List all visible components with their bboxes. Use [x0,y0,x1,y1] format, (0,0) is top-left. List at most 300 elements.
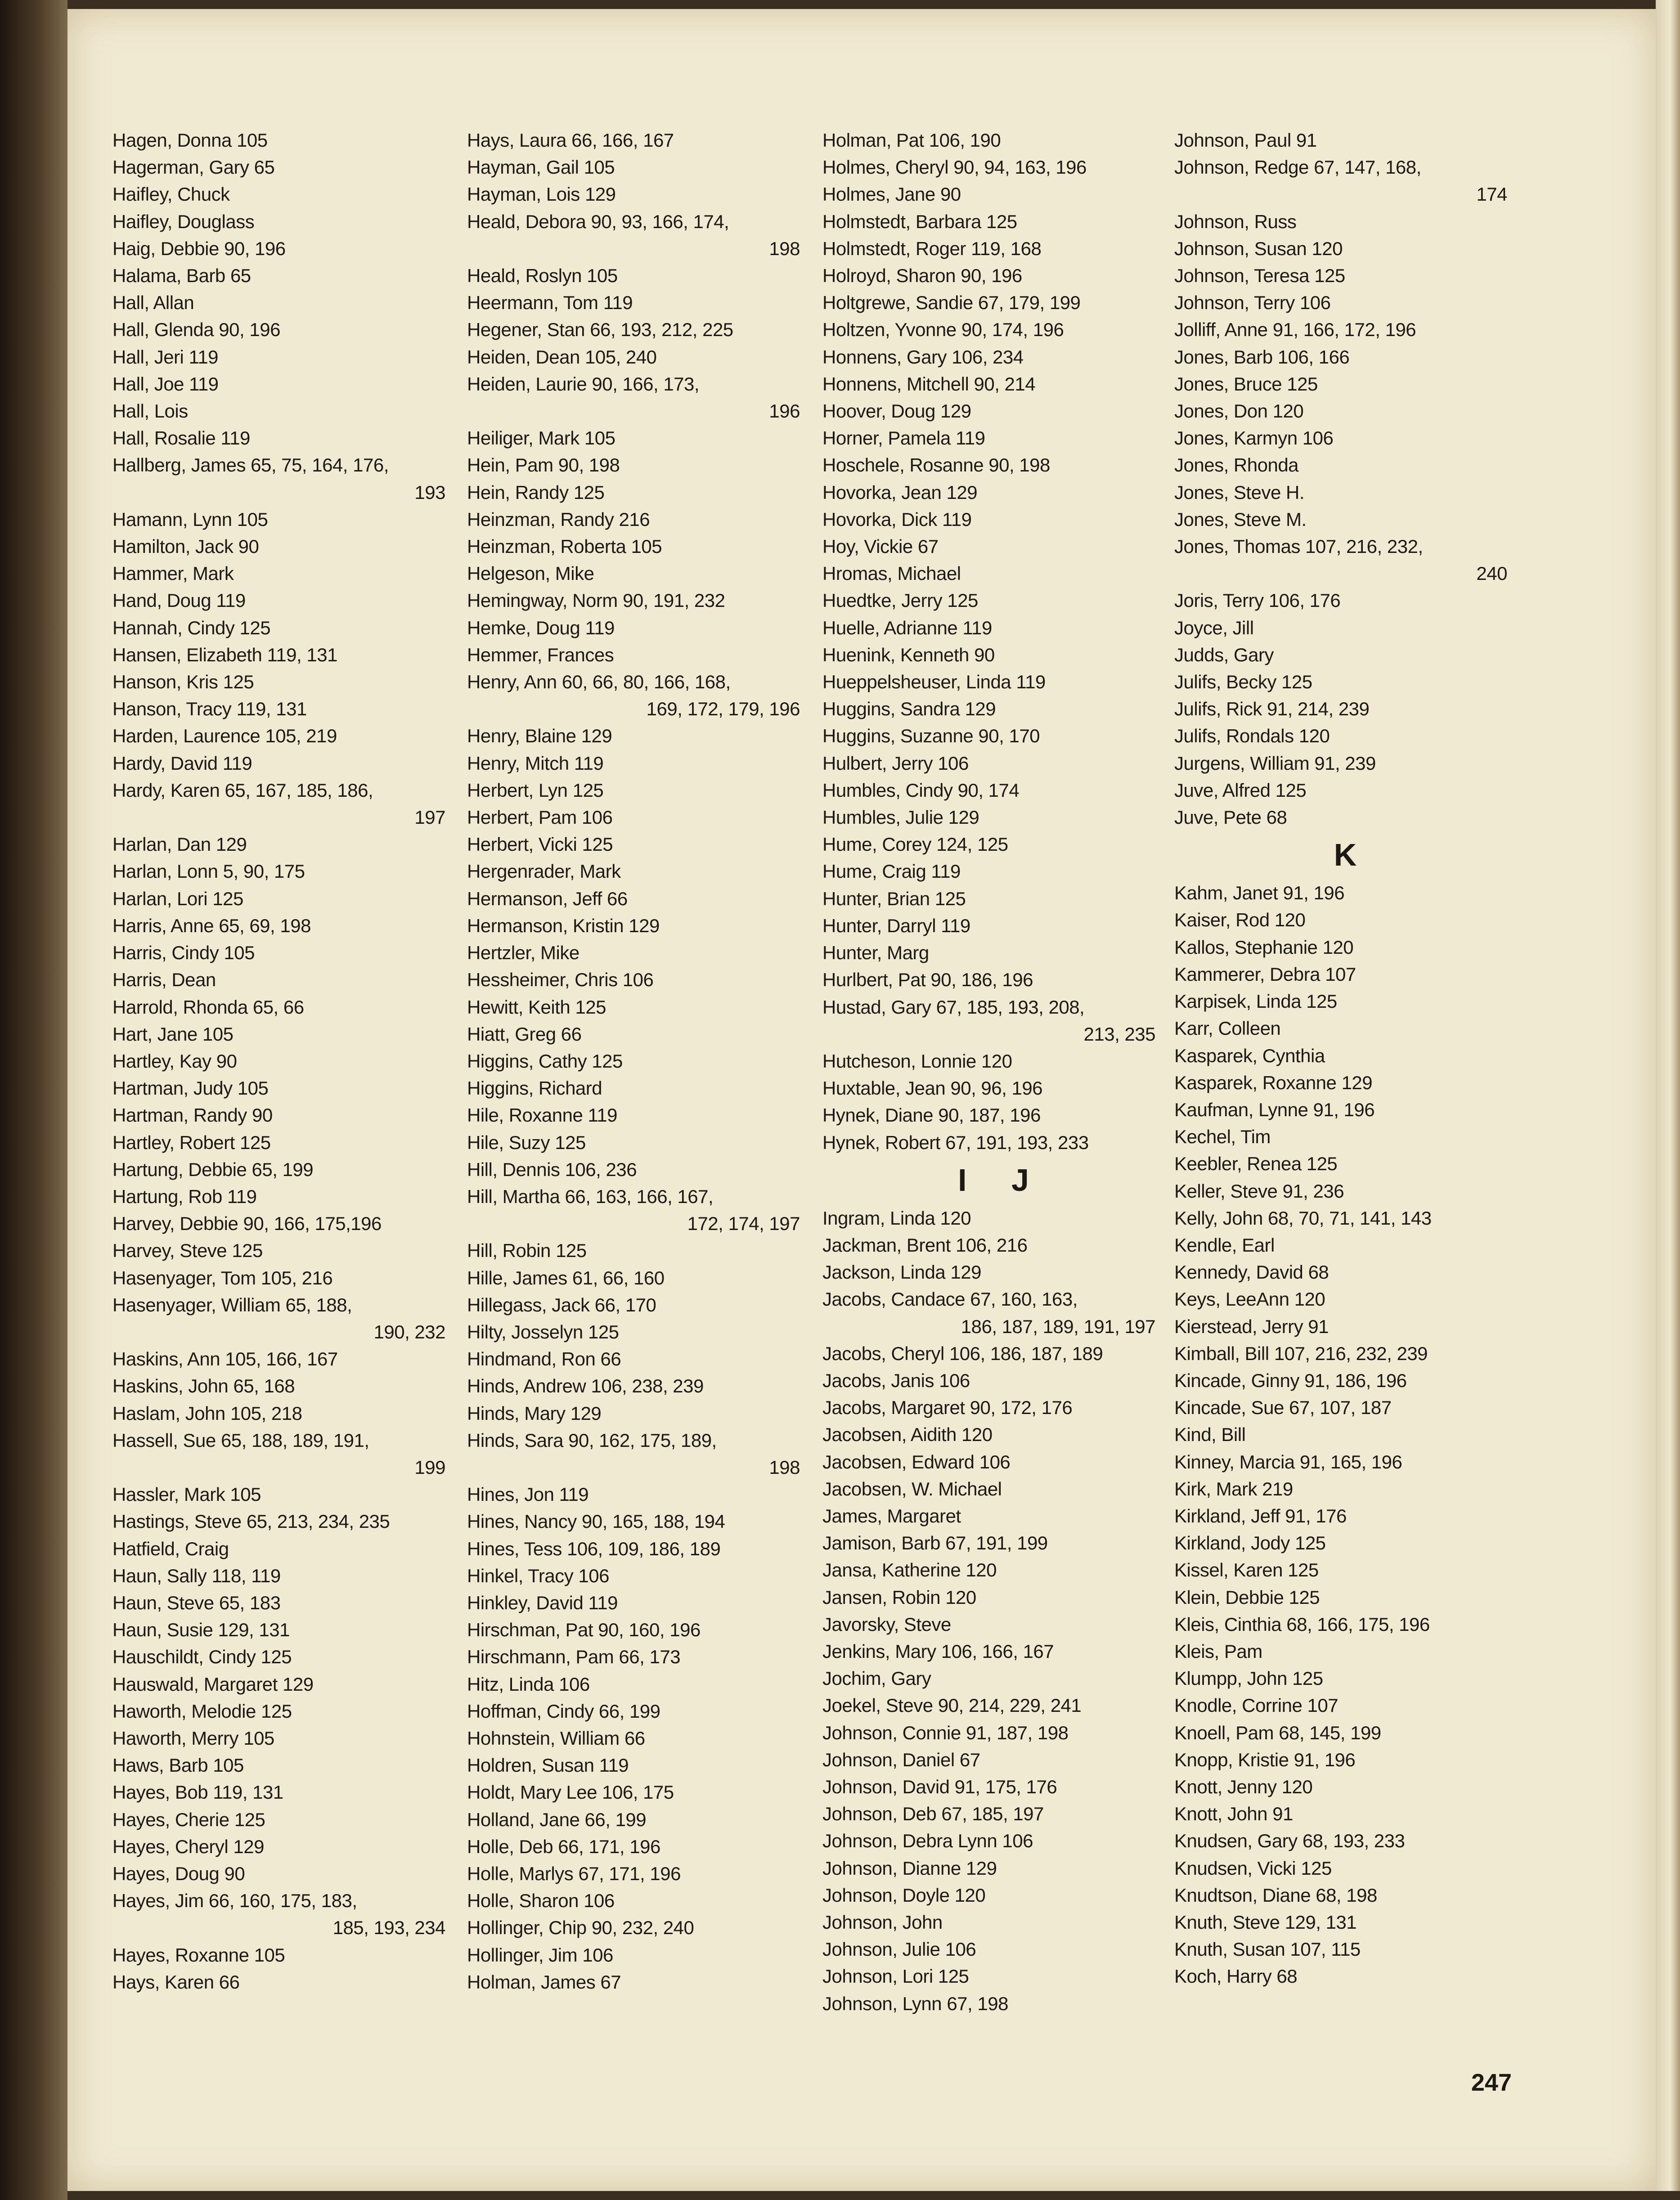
index-entry [112,939,472,966]
index-entry [467,560,827,587]
index-entry [467,1914,827,1941]
index-entry [112,1075,472,1102]
entry-text: Haifley, Douglass [112,211,255,232]
index-entry [1174,262,1534,289]
book-spine [0,0,67,2200]
entry-text: Hartung, Debbie 65, 199 [112,1158,314,1180]
index-entry [112,1887,472,1941]
entry-text: Heermann, Tom 119 [467,292,633,314]
entry-text: Hayes, Cheryl 129 [112,1836,264,1857]
index-entry [1174,1178,1534,1205]
entry-text: Jacobs, Janis 106 [822,1369,970,1391]
entry-continuation: 174 [1476,184,1507,205]
entry-text: Higgins, Cathy 125 [467,1050,623,1072]
entry-text: Kirk, Mark 219 [1174,1478,1293,1500]
entry-text: Joris, Terry 106, 176 [1174,590,1341,611]
index-entry [467,669,827,723]
entry-text: Heiliger, Mark 105 [467,427,615,449]
index-column-4 [1174,127,1534,1990]
entry-text: Hinds, Mary 129 [467,1402,602,1424]
entry-text: Hauswald, Margaret 129 [112,1673,314,1695]
index-entry [112,1616,472,1643]
index-entry [822,181,1182,208]
entry-text: Hardy, Karen 65, 167, 185, 186, [112,779,373,801]
index-entry [1174,1611,1534,1638]
index-entry [822,615,1182,642]
entry-text: Hueppelsheuser, Linda 119 [822,671,1046,693]
index-entry [112,452,472,506]
index-entry [112,1156,472,1183]
index-entry [467,506,827,533]
index-entry [1174,669,1534,696]
index-entry [467,1536,827,1562]
index-entry [1174,1963,1534,1990]
entry-text: Heiden, Dean 105, 240 [467,346,657,368]
entry-continuation: 169, 172, 179, 196 [646,698,800,720]
index-entry [822,1773,1182,1800]
entry-text: Hunter, Darryl 119 [822,915,970,936]
index-entry [1174,1476,1534,1503]
index-entry [822,1476,1182,1503]
index-entry [1174,1421,1534,1448]
entry-continuation: 198 [769,238,800,259]
entry-text: Hollinger, Jim 106 [467,1944,613,1966]
entry-text: Hayes, Roxanne 105 [112,1944,285,1966]
index-entry [467,1265,827,1292]
index-entry [1174,1205,1534,1232]
entry-text: Humbles, Cindy 90, 174 [822,779,1020,801]
index-entry [467,1779,827,1806]
index-entry [1174,1232,1534,1259]
entry-text: Hinkley, David 119 [467,1592,618,1613]
index-entry [112,1102,472,1129]
entry-text: Hromas, Michael [822,563,961,584]
entry-text: Harlan, Lori 125 [112,888,243,909]
entry-text: Hagerman, Gary 65 [112,157,275,178]
entry-text: Hoschele, Rosanne 90, 198 [822,454,1050,476]
index-entry [467,939,827,966]
index-entry [822,398,1182,425]
entry-text: Johnson, Paul 91 [1174,130,1317,151]
index-entry [467,479,827,506]
entry-continuation: 185, 193, 234 [332,1917,445,1939]
index-entry [1174,723,1534,750]
index-entry [467,1319,827,1346]
entry-text: Jansen, Robin 120 [822,1586,976,1608]
index-entry [822,1449,1182,1476]
index-entry [112,1508,472,1535]
index-entry [467,127,827,154]
entry-text: Jurgens, William 91, 239 [1174,752,1376,774]
entry-text: Hitz, Linda 106 [467,1673,590,1695]
index-entry [822,560,1182,587]
entry-text: Hollinger, Chip 90, 232, 240 [467,1917,694,1939]
index-entry [112,1481,472,1508]
index-entry [467,1562,827,1589]
entry-text: Holman, James 67 [467,1971,621,1993]
index-column-3 [822,127,1182,2017]
entry-text: Holle, Sharon 106 [467,1890,615,1912]
entry-text: Hartley, Kay 90 [112,1050,237,1072]
entry-text: Holroyd, Sharon 90, 196 [822,265,1022,287]
entry-text: Johnson, Daniel 67 [822,1749,980,1770]
index-entry [1174,1503,1534,1530]
entry-text: Hume, Corey 124, 125 [822,834,1008,855]
entry-text: Julifs, Becky 125 [1174,671,1312,693]
index-entry [822,994,1182,1048]
entry-text: Hurlbert, Pat 90, 186, 196 [822,969,1033,991]
index-entry [112,316,472,343]
index-entry [1174,880,1534,907]
index-entry [1174,154,1534,208]
index-entry [822,939,1182,966]
index-entry [467,1346,827,1373]
entry-text: Keys, LeeAnn 120 [1174,1289,1325,1310]
entry-text: Herbert, Vicki 125 [467,834,613,855]
index-column-1 [112,127,472,1996]
entry-text: Hemke, Doug 119 [467,617,615,638]
entry-text: Jones, Steve H. [1174,481,1304,503]
page-fore-edge [1656,0,1680,2200]
entry-text: Hasenyager, Tom 105, 216 [112,1267,333,1289]
index-entry [1174,1123,1534,1150]
entry-continuation: 197 [414,807,445,828]
index-entry [467,316,827,343]
entry-text: Knott, Jenny 120 [1174,1776,1313,1797]
index-entry [112,831,472,858]
index-entry [1174,1259,1534,1286]
index-entry [822,1800,1182,1827]
index-entry [1174,1747,1534,1773]
index-entry [467,587,827,614]
entry-text: Kierstead, Jerry 91 [1174,1316,1329,1337]
index-entry [467,1481,827,1508]
entry-text: Jolliff, Anne 91, 166, 172, 196 [1174,319,1416,341]
index-entry [1174,1773,1534,1800]
entry-text: Hartman, Randy 90 [112,1104,273,1126]
entry-text: Kirkland, Jeff 91, 176 [1174,1505,1347,1527]
entry-text: Kimball, Bill 107, 216, 232, 239 [1174,1342,1428,1364]
index-entry [112,1265,472,1292]
entry-text: Knudsen, Gary 68, 193, 233 [1174,1830,1405,1852]
index-entry [467,262,827,289]
index-entry [1174,587,1534,614]
index-entry [112,1373,472,1400]
entry-text: Huggins, Suzanne 90, 170 [822,725,1040,747]
entry-text: Hines, Tess 106, 109, 186, 189 [467,1538,721,1559]
entry-text: Hatfield, Craig [112,1538,229,1559]
index-column-2 [467,127,827,1996]
entry-text: Knudsen, Vicki 125 [1174,1857,1332,1879]
entry-text: Jacobsen, Aidith 120 [822,1424,993,1446]
index-entry [1174,1367,1534,1394]
index-entry [467,994,827,1021]
index-entry [467,1671,827,1698]
index-entry [822,1421,1182,1448]
entry-text: Hall, Lois [112,400,188,422]
index-entry [822,262,1182,289]
index-entry [1174,1150,1534,1177]
index-entry [112,506,472,533]
index-entry [1174,398,1534,425]
index-entry [822,723,1182,750]
index-entry [467,777,827,804]
index-entry [822,1990,1182,2017]
index-entry [467,533,827,560]
index-entry [822,235,1182,262]
entry-text: Henry, Blaine 129 [467,725,612,747]
entry-text: Kincade, Sue 67, 107, 187 [1174,1397,1392,1419]
entry-text: Harlan, Lonn 5, 90, 175 [112,861,305,882]
entry-continuation: 198 [769,1456,800,1478]
index-entry [467,1589,827,1616]
entry-text: Hartman, Judy 105 [112,1078,269,1099]
index-entry [822,1102,1182,1129]
index-entry [112,398,472,425]
index-entry [112,425,472,452]
index-entry [822,1205,1182,1232]
index-entry [822,966,1182,993]
entry-text: Javorsky, Steve [822,1613,951,1635]
index-entry [112,1292,472,1346]
index-entry [1174,289,1534,316]
index-entry [1174,235,1534,262]
index-entry [1174,642,1534,669]
entry-text: Hagen, Donna 105 [112,130,268,151]
index-entry [822,127,1182,154]
entry-text: Hartung, Rob 119 [112,1185,257,1207]
entry-text: Klumpp, John 125 [1174,1668,1323,1689]
index-entry [822,371,1182,398]
index-entry [1174,1720,1534,1747]
index-entry [112,262,472,289]
index-entry [822,1557,1182,1584]
entry-continuation: 213, 235 [1083,1023,1155,1045]
index-entry [467,1292,827,1319]
index-entry [1174,1042,1534,1069]
entry-text: Kasparek, Roxanne 129 [1174,1072,1373,1093]
entry-text: Knoell, Pam 68, 145, 199 [1174,1722,1381,1743]
entry-text: Knodle, Corrine 107 [1174,1695,1339,1716]
entry-text: Honnens, Gary 106, 234 [822,346,1024,368]
entry-text: Hall, Jeri 119 [112,346,218,368]
index-entry [822,506,1182,533]
entry-text: Holle, Marlys 67, 171, 196 [467,1863,681,1884]
index-entry [822,858,1182,885]
index-entry [112,181,472,208]
entry-text: Koch, Harry 68 [1174,1966,1298,1987]
index-entry [1174,1855,1534,1882]
index-entry [112,994,472,1021]
index-entry [1174,961,1534,988]
index-entry [1174,1069,1534,1096]
index-entry [467,1860,827,1887]
entry-text: Hewitt, Keith 125 [467,996,606,1018]
entry-text: Haws, Barb 105 [112,1755,244,1776]
index-entry [467,154,827,181]
index-entry [467,1156,827,1183]
entry-text: Haun, Susie 129, 131 [112,1619,290,1641]
entry-text: Hinkel, Tracy 106 [467,1565,609,1586]
entry-text: Jansa, Katherine 120 [822,1559,997,1581]
entry-text: Kincade, Ginny 91, 186, 196 [1174,1369,1407,1391]
entry-text: Johnson, Dianne 129 [822,1857,997,1879]
index-entry [1174,1936,1534,1963]
entry-text: Jones, Bruce 125 [1174,373,1318,395]
entry-text: Hart, Jane 105 [112,1023,234,1045]
entry-text: Hille, James 61, 66, 160 [467,1267,665,1289]
entry-text: Hayes, Cherie 125 [112,1809,265,1830]
entry-text: Harris, Dean [112,969,216,991]
entry-continuation: 172, 174, 197 [687,1213,800,1235]
entry-text: Hauschildt, Cindy 125 [112,1646,292,1668]
entry-text: Johnson, Lynn 67, 198 [822,1993,1008,2014]
entry-text: Haun, Steve 65, 183 [112,1592,281,1613]
index-entry [1174,988,1534,1015]
entry-text: Holland, Jane 66, 199 [467,1809,647,1830]
entry-text: Hemingway, Norm 90, 191, 232 [467,590,725,611]
index-entry [467,371,827,425]
index-entry [467,1021,827,1048]
index-entry [822,1665,1182,1692]
entry-text: Hassell, Sue 65, 188, 189, 191, [112,1429,369,1451]
index-entry [467,1508,827,1535]
entry-text: Johnson, David 91, 175, 176 [822,1776,1057,1797]
index-entry [822,1259,1182,1286]
entry-text: Hines, Jon 119 [467,1484,589,1505]
index-entry [467,1237,827,1264]
index-entry [1174,127,1534,154]
entry-text: Hinds, Sara 90, 162, 175, 189, [467,1429,717,1451]
section-letter: I J [958,1162,1047,1198]
index-entry [112,912,472,939]
entry-text: Henry, Mitch 119 [467,752,604,774]
index-entry [467,1427,827,1481]
entry-text: Halama, Barb 65 [112,265,251,287]
entry-text: Jones, Don 120 [1174,400,1304,422]
entry-text: Kallos, Stephanie 120 [1174,936,1354,958]
index-entry [112,1536,472,1562]
entry-text: Hutcheson, Lonnie 120 [822,1050,1012,1072]
index-entry [467,1373,827,1400]
entry-text: Julifs, Rondals 120 [1174,725,1330,747]
entry-text: Holmstedt, Barbara 125 [822,211,1017,232]
index-entry [1174,425,1534,452]
entry-text: James, Margaret [822,1505,961,1527]
index-entry [1174,1096,1534,1123]
entry-text: Haskins, John 65, 168 [112,1375,295,1397]
entry-text: Knuth, Susan 107, 115 [1174,1939,1361,1960]
index-entry [112,1752,472,1779]
entry-text: Holdren, Susan 119 [467,1755,629,1776]
entry-text: Johnson, Deb 67, 185, 197 [822,1803,1044,1825]
entry-text: Herbert, Pam 106 [467,807,613,828]
index-entry [467,615,827,642]
index-entry [467,1102,827,1129]
index-entry [1174,1394,1534,1421]
entry-text: Jacobsen, Edward 106 [822,1451,1011,1473]
entry-text: Keller, Steve 91, 236 [1174,1180,1344,1202]
entry-text: Haworth, Merry 105 [112,1727,274,1749]
entry-text: Kleis, Pam [1174,1640,1262,1662]
entry-text: Hirschmann, Pam 66, 173 [467,1646,681,1668]
index-entry [112,1969,472,1996]
index-entry [822,533,1182,560]
entry-text: Hasenyager, William 65, 188, [112,1294,352,1316]
entry-text: Kinney, Marcia 91, 165, 196 [1174,1451,1402,1473]
index-entry [1174,452,1534,479]
entry-text: Keebler, Renea 125 [1174,1153,1338,1175]
index-entry [467,966,827,993]
entry-text: Hindmand, Ron 66 [467,1348,621,1370]
index-entry [112,1725,472,1752]
index-entry [467,344,827,371]
index-entry [822,1232,1182,1259]
entry-text: Hall, Allan [112,292,194,314]
entry-text: Hays, Karen 66 [112,1971,240,1993]
index-entry [1174,804,1534,831]
entry-text: Hoover, Doug 129 [822,400,971,422]
index-page [67,9,1656,2191]
index-entry [112,1779,472,1806]
index-entry [467,1833,827,1860]
index-entry [822,1692,1182,1719]
entry-text: Knudtson, Diane 68, 198 [1174,1884,1377,1906]
entry-text: Johnson, Teresa 125 [1174,265,1345,287]
index-entry [1174,1584,1534,1611]
index-entry [112,966,472,993]
index-entry [822,1129,1182,1156]
index-entry [467,1075,827,1102]
entry-text: Harris, Anne 65, 69, 198 [112,915,311,936]
index-entry [1174,316,1534,343]
entry-continuation: 193 [414,481,445,503]
entry-continuation: 240 [1476,563,1507,584]
entry-continuation: 190, 232 [373,1321,445,1342]
entry-text: Hammer, Mark [112,563,234,584]
entry-text: Kennedy, David 68 [1174,1262,1329,1283]
index-entry [1174,479,1534,506]
index-entry [822,1584,1182,1611]
index-entry [822,208,1182,235]
entry-text: Hovorka, Dick 119 [822,508,972,530]
index-entry [822,1827,1182,1854]
entry-text: Hamann, Lynn 105 [112,508,268,530]
entry-text: Hergenrader, Mark [467,861,621,882]
index-entry [822,1963,1182,1990]
entry-text: Haworth, Melodie 125 [112,1700,292,1722]
index-entry [112,235,472,262]
entry-text: Kelly, John 68, 70, 71, 141, 143 [1174,1207,1432,1229]
index-entry [112,208,472,235]
entry-text: Hassler, Mark 105 [112,1484,261,1505]
index-entry [1174,1827,1534,1854]
entry-text: Kaufman, Lynne 91, 196 [1174,1099,1375,1120]
index-entry [822,1503,1182,1530]
entry-text: Johnson, Russ [1174,211,1297,232]
entry-text: Hanson, Kris 125 [112,671,254,693]
entry-text: Kendle, Earl [1174,1234,1275,1256]
entry-text: Hand, Doug 119 [112,590,246,611]
index-entry [467,1725,827,1752]
entry-text: Klein, Debbie 125 [1174,1586,1320,1608]
index-entry [112,371,472,398]
entry-text: Holman, Pat 106, 190 [822,130,1001,151]
entry-text: Hayman, Gail 105 [467,157,615,178]
index-entry [467,1400,827,1427]
entry-text: Johnson, Terry 106 [1174,292,1331,314]
entry-text: Holmes, Jane 90 [822,184,961,205]
